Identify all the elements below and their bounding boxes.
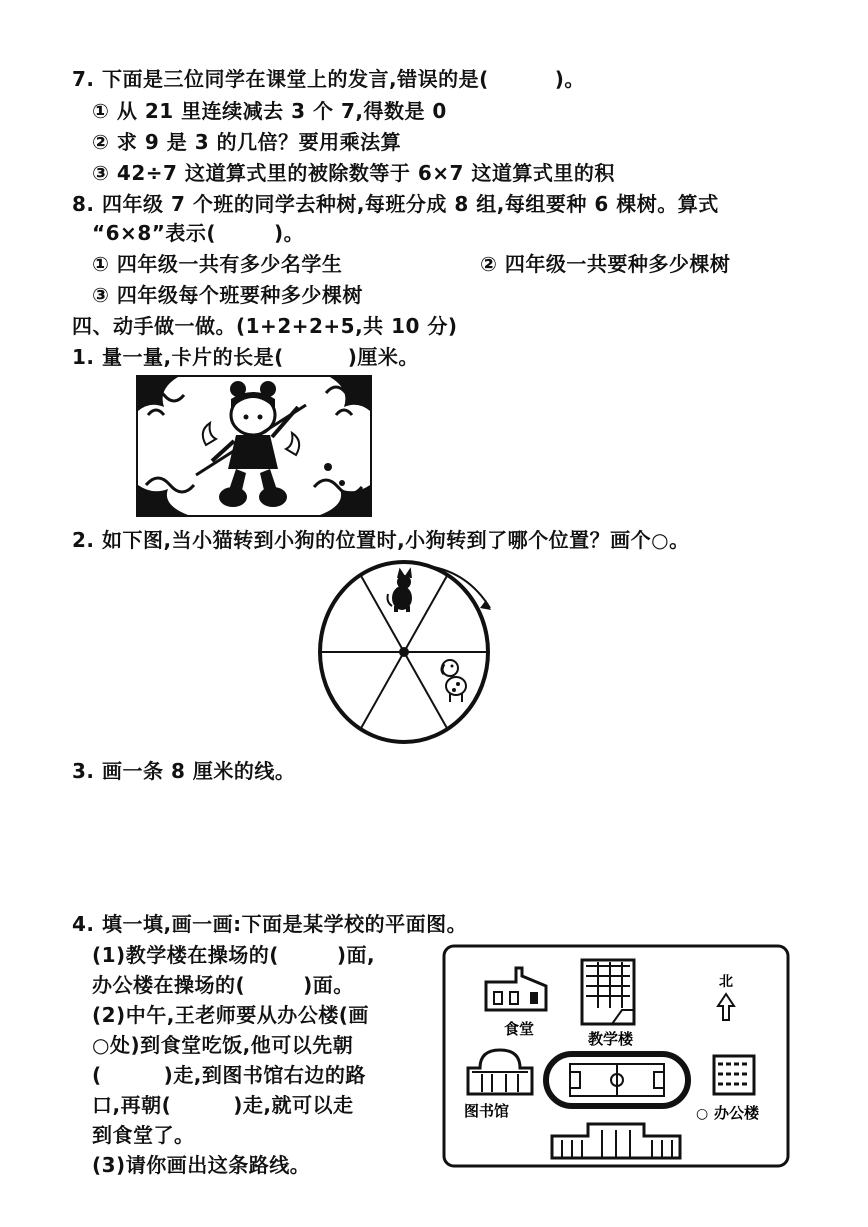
p4-line-2a: 办公楼在操场的(	[92, 973, 246, 997]
north-label: 北	[719, 974, 733, 990]
q8-stem2-text: “6×8”表示(	[92, 221, 217, 245]
library-label: 图书馆	[464, 1102, 510, 1120]
q8-option-2: ② 四年级一共要种多少棵树	[480, 252, 731, 276]
p1-text-end: )厘米。	[347, 345, 419, 369]
p4-line-5a: (	[92, 1063, 102, 1087]
q7-option-1: ① 从 21 里连续减去 3 个 7,得数是 0	[92, 99, 447, 123]
q8-stem-line-2	[92, 220, 304, 246]
p4-line-5b: )走,到图书馆右边的路	[163, 1063, 366, 1087]
q8-option-3: ③ 四年级每个班要种多少棵树	[92, 283, 363, 307]
p4-line-1	[92, 942, 375, 968]
q8-stem2-end: )。	[274, 221, 305, 245]
q7-stem-text: 7. 下面是三位同学在课堂上的发言,错误的是(	[72, 67, 489, 91]
p4-line-2	[92, 972, 354, 998]
office-building-label: 办公楼	[714, 1104, 760, 1122]
p4-line-5	[92, 1062, 366, 1088]
p3-drawing-area[interactable]	[72, 790, 812, 890]
q7-option-3: ③ 42÷7 这道算式里的被除数等于 6×7 这道算式里的积	[92, 161, 615, 185]
office-marker: ○	[696, 1106, 709, 1122]
p4-line-2b: )面。	[303, 973, 354, 997]
q7-stem-end: )。	[554, 67, 585, 91]
p4-line-1b: )面,	[336, 943, 376, 967]
rotation-wheel[interactable]	[310, 556, 510, 756]
p4-line-1a: (1)教学楼在操场的(	[92, 943, 279, 967]
p1-text: 1. 量一量,卡片的长是(	[72, 345, 284, 369]
p4-line-3: (2)中午,王老师要从办公楼(画	[92, 1003, 369, 1027]
teaching-building-label: 教学楼	[588, 1030, 634, 1048]
p4-title: 4. 填一填,画一画:下面是某学校的平面图。	[72, 912, 468, 936]
p4-line-7: 到食堂了。	[92, 1123, 195, 1147]
q7-option-2: ② 求 9 是 3 的几倍？要用乘法算	[92, 130, 402, 154]
p4-line-6	[92, 1092, 354, 1118]
canteen-label: 食堂	[504, 1020, 535, 1038]
p1-question	[72, 344, 419, 370]
section-4-title: 四、动手做一做。(1+2+2+5,共 10 分)	[72, 314, 458, 338]
p4-line-6b: )走,就可以走	[233, 1093, 354, 1117]
q8-stem-line-1: 8. 四年级 7 个班的同学去种树,每班分成 8 组,每组要种 6 棵树。算式	[72, 192, 719, 216]
p3-question: 3. 画一条 8 厘米的线。	[72, 759, 296, 783]
q8-option-1: ① 四年级一共有多少名学生	[92, 252, 343, 276]
playground-icon	[546, 1054, 688, 1106]
p4-line-6a: 口,再朝(	[92, 1093, 172, 1117]
teaching-building-icon	[582, 960, 634, 1024]
p2-question: 2. 如下图,当小猫转到小狗的位置时,小狗转到了哪个位置？画个○。	[72, 528, 690, 552]
p4-line-4: ○处)到食堂吃饭,他可以先朝	[92, 1033, 354, 1057]
p4-line-8: (3)请你画出这条路线。	[92, 1153, 311, 1177]
office-building-icon	[714, 1056, 754, 1094]
measure-card-image	[136, 375, 372, 517]
q7-stem	[72, 66, 585, 92]
school-map[interactable]	[442, 944, 790, 1168]
